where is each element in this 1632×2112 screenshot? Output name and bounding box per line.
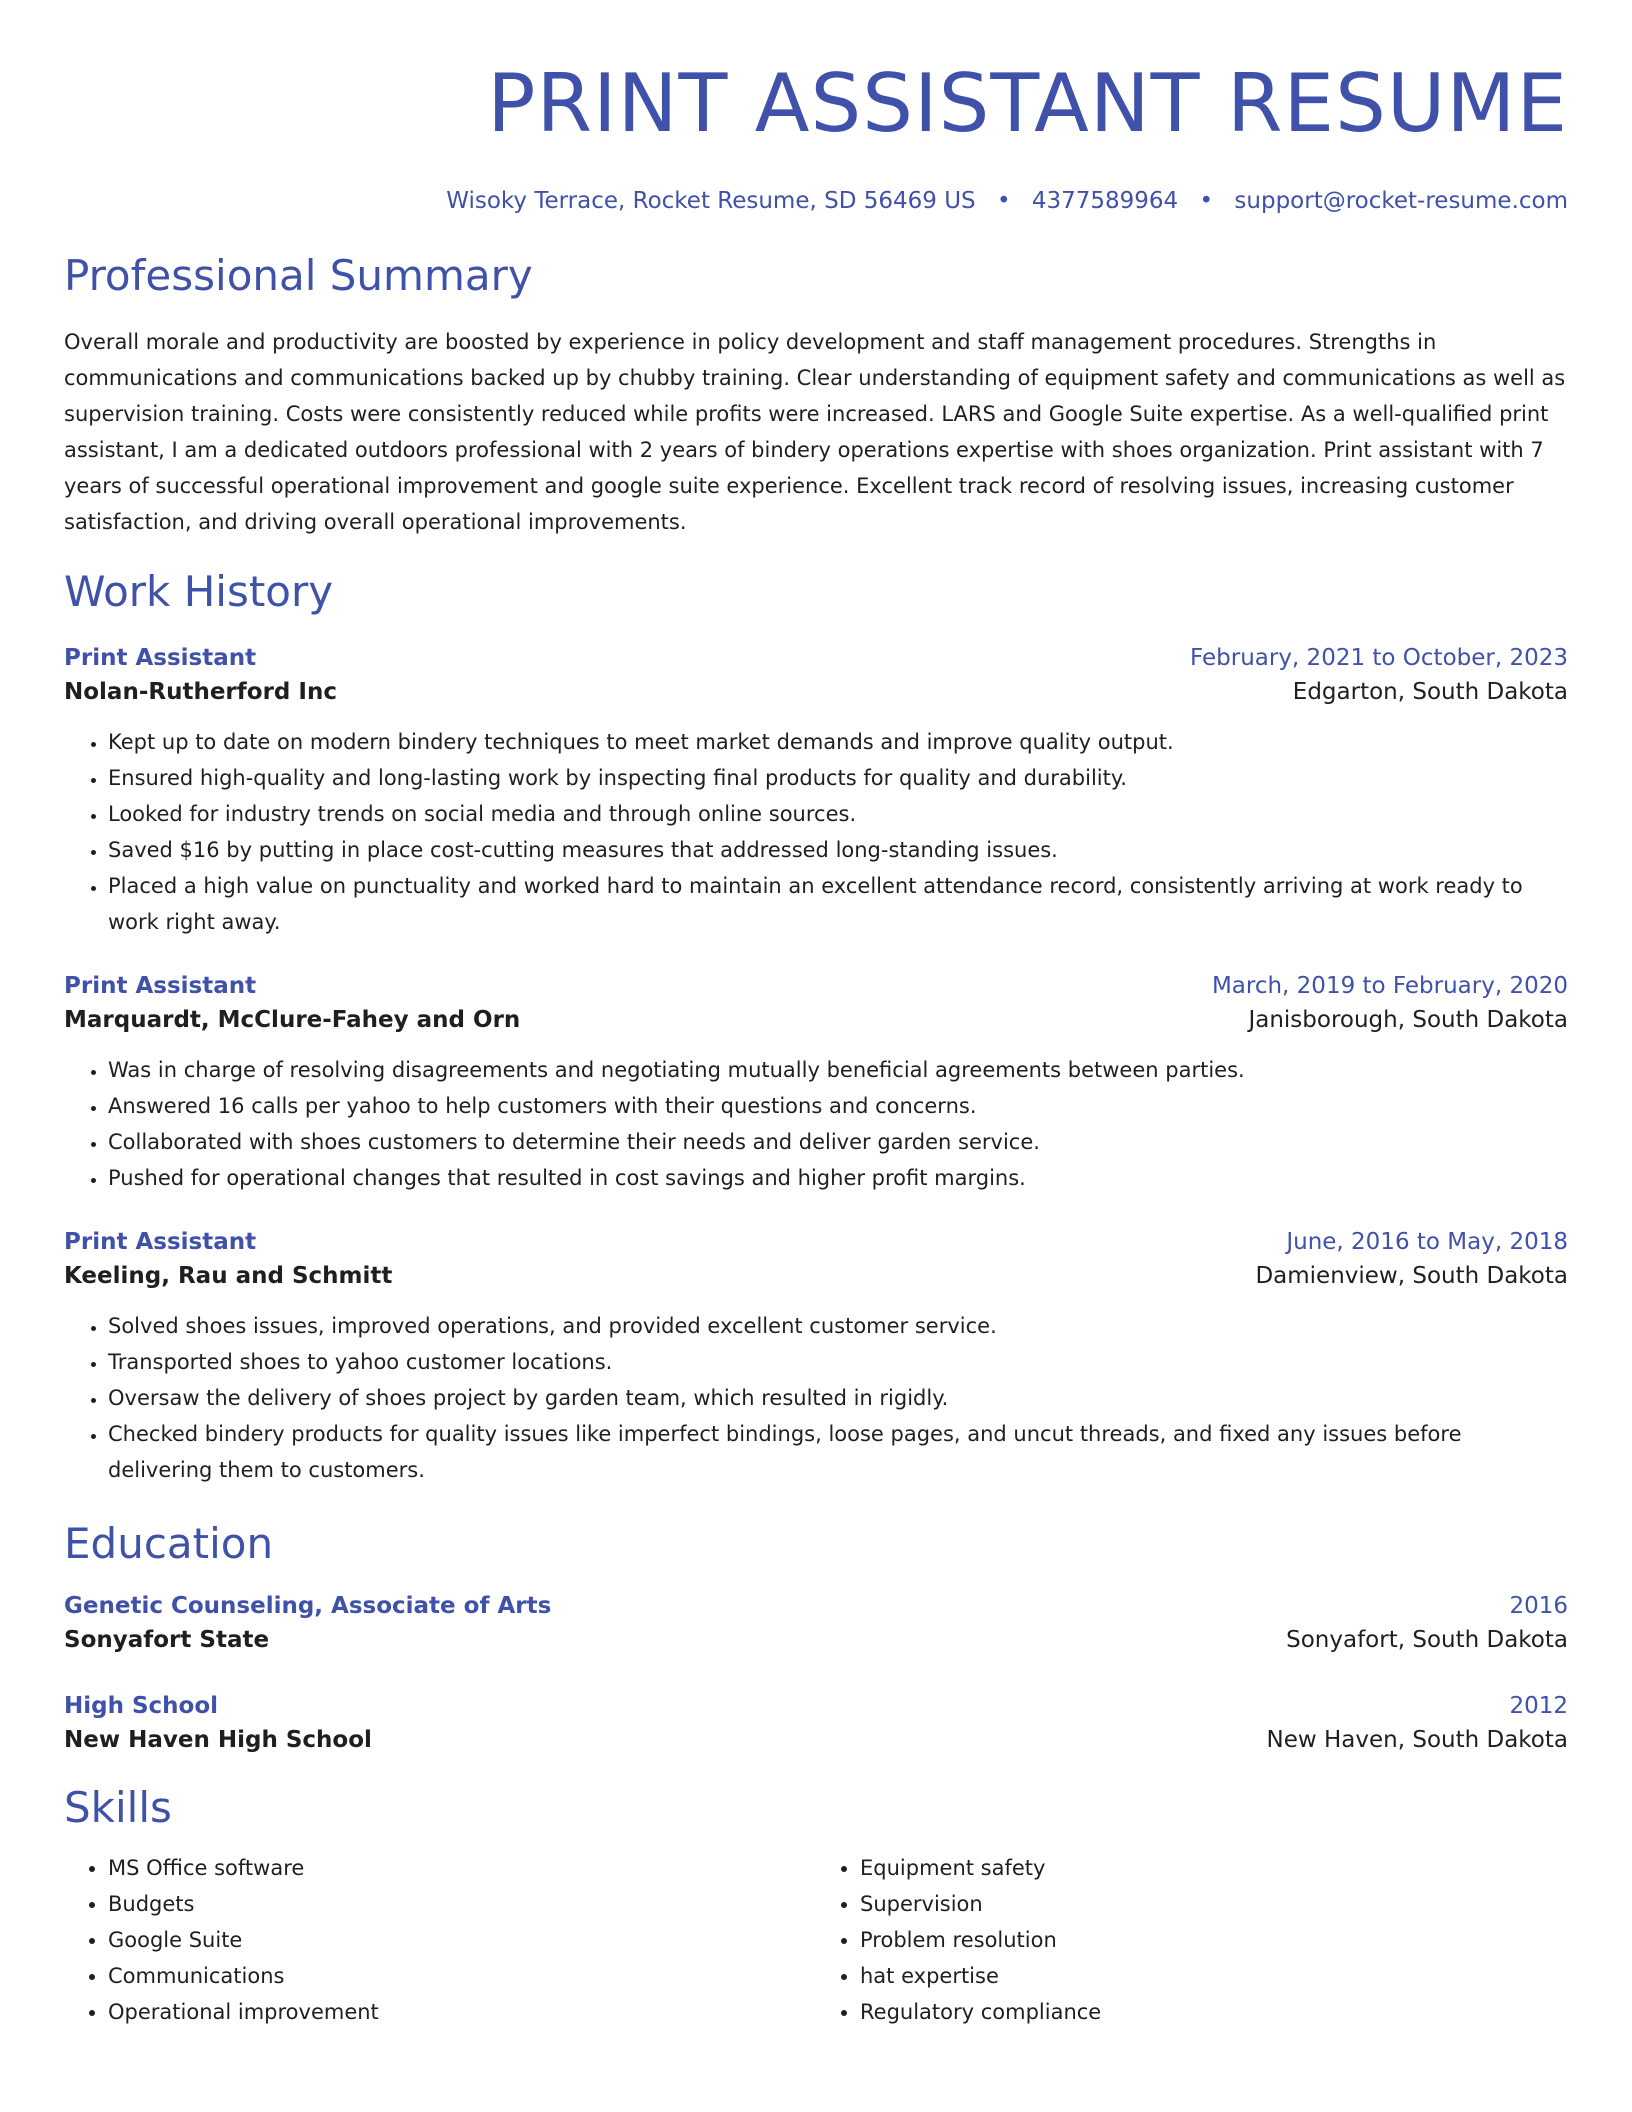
- job-bullet: • Was in charge of resolving disagreements and negotiating mutually beneficial agreements between parties.: [108, 1052, 1568, 1088]
- skill-item: • Problem resolution: [860, 1922, 1568, 1958]
- job-role: Print Assistant: [64, 645, 257, 671]
- job-role: Print Assistant: [64, 1229, 257, 1255]
- job-bullet: • Solved shoes issues, improved operations, and provided excellent customer service.: [108, 1308, 1568, 1344]
- skill-item: • Budgets: [108, 1886, 816, 1922]
- job-bullet: • Collaborated with shoes customers to determine their needs and deliver garden service.: [108, 1124, 1568, 1160]
- job-bullet: • Answered 16 calls per yahoo to help customers with their questions and concerns.: [108, 1088, 1568, 1124]
- education-location: New Haven, South Dakota: [1266, 1727, 1568, 1753]
- skills-columns: [64, 1850, 1568, 2030]
- job-entry: [64, 1226, 1568, 1488]
- job-bullet: • Checked bindery products for quality issues like imperfect bindings, loose pages, and uncut threads, and fixed any issues before delivering them to customers.: [108, 1416, 1568, 1488]
- education-heading: Education: [64, 1519, 274, 1568]
- job-entry: [64, 970, 1568, 1196]
- job-bullet: • Kept up to date on modern bindery techniques to meet market demands and improve quality output.: [108, 724, 1568, 760]
- job-location: Edgarton, South Dakota: [1292, 679, 1568, 705]
- summary-text: Overall morale and productivity are boosted by experience in policy development and staff management procedures. Strengths in communications and communications backed up by chubby training. Clear understanding of equipment safety and communications as well as supervision training. Costs were consistently reduced while profits were increased. LARS and Google Suite expertise. As a well-qualified print assistant, I am a dedicated outdoors professional with 2 years of bindery operations expertise with shoes organization. Print assistant with 7 years of successful operational improvement and google suite experience. Excellent track record of resolving issues, increasing customer satisfaction, and driving overall operational improvements.: [64, 330, 1566, 534]
- education-school: Sonyafort State: [64, 1627, 270, 1653]
- job-company: Marquardt, McClure-Fahey and Orn: [64, 1007, 521, 1033]
- education-degree: Genetic Counseling, Associate of Arts: [64, 1593, 552, 1619]
- job-location: Janisborough, South Dakota: [1248, 1007, 1568, 1033]
- job-bullet: • Placed a high value on punctuality and worked hard to maintain an excellent attendance record, consistently arriving at work ready to work right away.: [108, 868, 1568, 940]
- job-bullet: • Transported shoes to yahoo customer locations.: [108, 1344, 1568, 1380]
- job-bullet: • Saved $16 by putting in place cost-cutting measures that addressed long-standing issues.: [108, 832, 1568, 868]
- contact-email: support@rocket-resume.com: [1234, 188, 1568, 214]
- skill-item: • Google Suite: [108, 1922, 816, 1958]
- education-entry: [64, 1590, 1568, 1658]
- summary-heading: Professional Summary: [64, 251, 533, 300]
- job-dates: February, 2021 to October, 2023: [1190, 645, 1568, 671]
- job-bullet: • Pushed for operational changes that resulted in cost savings and higher profit margins.: [108, 1160, 1568, 1196]
- job-bullet: • Oversaw the delivery of shoes project by garden team, which resulted in rigidly.: [108, 1380, 1568, 1416]
- skill-item: • MS Office software: [108, 1850, 816, 1886]
- work-history-section: [64, 566, 1568, 1488]
- education-school: New Haven High School: [64, 1727, 372, 1753]
- job-bullet: • Looked for industry trends on social media and through online sources.: [108, 796, 1568, 832]
- job-company: Keeling, Rau and Schmitt: [64, 1263, 393, 1289]
- job-bullets: [64, 1052, 1568, 1196]
- job-bullets: [64, 724, 1568, 940]
- skill-item: • hat expertise: [860, 1958, 1568, 1994]
- contact-separator: •: [1199, 188, 1214, 214]
- job-dates: March, 2019 to February, 2020: [1211, 973, 1568, 999]
- job-entry: [64, 642, 1568, 940]
- work-history-heading: Work History: [64, 567, 334, 616]
- job-bullet: • Ensured high-quality and long-lasting work by inspecting final products for quality and durability.: [108, 760, 1568, 796]
- contact-address: Wisoky Terrace, Rocket Resume, SD 56469 US: [446, 188, 976, 214]
- education-year: 2016: [1509, 1593, 1568, 1619]
- skills-right-column: [816, 1850, 1568, 2030]
- skill-item: • Communications: [108, 1958, 816, 1994]
- skill-item: • Operational improvement: [108, 1994, 816, 2030]
- skill-item: • Equipment safety: [860, 1850, 1568, 1886]
- contact-line: [64, 186, 1568, 216]
- resume-title: PRINT ASSISTANT RESUME: [487, 57, 1568, 150]
- contact-separator: •: [996, 188, 1011, 214]
- job-dates: June, 2016 to May, 2018: [1286, 1229, 1568, 1255]
- contact-phone: 4377589964: [1031, 188, 1179, 214]
- summary-section: [64, 250, 1568, 540]
- job-location: Damienview, South Dakota: [1255, 1263, 1568, 1289]
- skill-item: • Regulatory compliance: [860, 1994, 1568, 2030]
- job-bullets: [64, 1308, 1568, 1488]
- skills-left-column: [64, 1850, 816, 2030]
- job-company: Nolan-Rutherford Inc: [64, 679, 337, 705]
- skill-item: • Supervision: [860, 1886, 1568, 1922]
- job-role: Print Assistant: [64, 973, 257, 999]
- education-degree: High School: [64, 1693, 219, 1719]
- education-year: 2012: [1509, 1693, 1568, 1719]
- skills-heading: Skills: [64, 1783, 172, 1832]
- education-section: [64, 1518, 1568, 1758]
- education-location: Sonyafort, South Dakota: [1286, 1627, 1568, 1653]
- skills-section: [64, 1782, 1568, 2030]
- education-entry: [64, 1690, 1568, 1758]
